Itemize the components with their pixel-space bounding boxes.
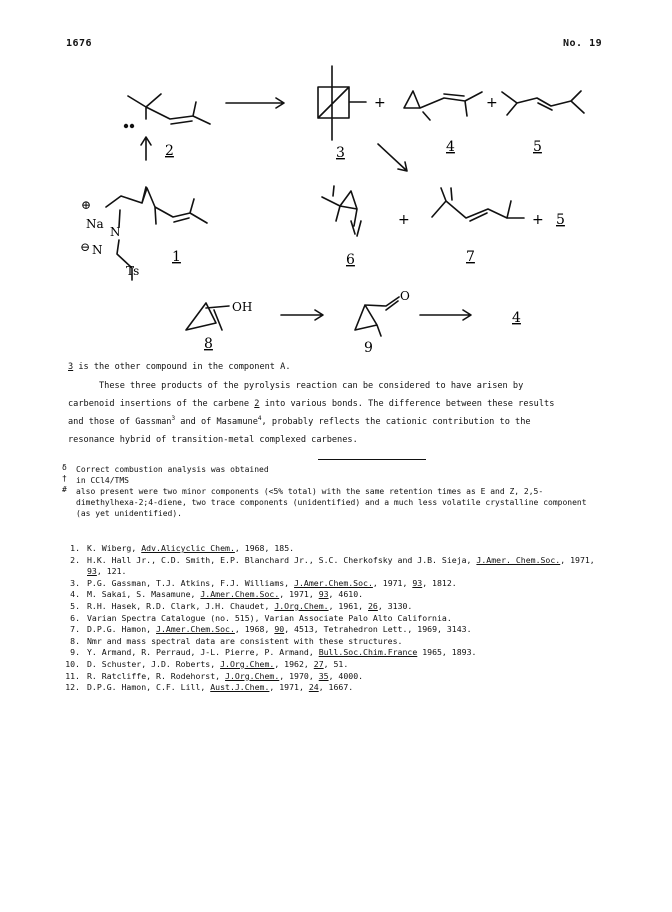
reference-pages: , 3130. [377, 600, 413, 611]
reference-item [58, 543, 598, 555]
reference-authors: P.G. Gassman, T.J. Atkins, F.J. Williams, [87, 577, 295, 588]
reference-number: 3. [70, 577, 80, 588]
journal-title: Aust.J.Chem. [210, 682, 270, 693]
reference-authors: R. Ratcliffe, R. Rodehorst, [87, 670, 226, 681]
reference-authors: Y. Armand, R. Perraud, J-L. Pierre, P. Armand, [87, 647, 319, 658]
reference-item [58, 578, 598, 590]
compound-label-2: 2 [165, 143, 174, 159]
compound-label-5: 5 [556, 212, 565, 228]
reference-number: 1. [70, 543, 80, 553]
reference-authors: Varian Spectra Catalogue (no. 515), Varian Associate Palo Alto California. [87, 612, 452, 623]
reference-year: , 1971, [372, 577, 413, 588]
reference-pages: 185. [274, 543, 295, 553]
structure-carbene-2 [125, 94, 210, 127]
nitrogen-label: N [110, 225, 121, 239]
journal-issue-number: No. 19 [563, 38, 603, 49]
reference-authors: H.K. Hall Jr., C.D. Smith, E.P. Blanchard Jr., S.C. Cherkofsky and J.B. Sieja, [87, 554, 477, 565]
compound-label-1: 1 [172, 249, 181, 265]
reference-number: 8. [70, 635, 80, 646]
sodium-label: Na [86, 217, 104, 231]
reference-item [58, 636, 598, 648]
reference-year: , 1961, [328, 600, 368, 611]
reference-item [58, 589, 598, 601]
footnote-symbol: † [62, 474, 67, 483]
compound-label-4: 4 [446, 139, 455, 155]
oxygen-label: O [400, 289, 410, 303]
compound-ref-3: 3 [68, 362, 74, 372]
journal-title: Bull.Soc.Chim.France [318, 647, 418, 658]
citation-3: 3 [171, 415, 176, 423]
reference-item [58, 671, 598, 683]
footnote-rule [318, 459, 426, 460]
footnote-text: also present were two minor components (<5% total) with the same retention times as E and Z, 2,5-dimethylhexa-2;4-diene, two trace components (unidentified) and a much less volatile crystalline component (as yet unidentified). [76, 487, 587, 518]
citation-4: 4 [257, 415, 262, 423]
plus-sign: + [398, 212, 410, 228]
reference-year: , 1971, [269, 682, 309, 693]
reaction-arrow [281, 310, 323, 320]
structure-compound-4 [404, 91, 482, 120]
paragraph-text: and of Masamune [175, 417, 258, 427]
compound-label-5: 5 [533, 139, 542, 155]
reference-pages: , 1667. [318, 682, 354, 693]
reference-pages: , 121. [96, 566, 127, 577]
reference-authors: K. Wiberg, [87, 543, 142, 553]
footnote-symbol: δ [62, 463, 67, 472]
reference-number: 6. [70, 612, 80, 623]
structure-compound-8 [186, 303, 229, 330]
reference-authors: M. Sakai, S. Masamune, [87, 589, 201, 600]
charge-label: ⊖ [80, 240, 91, 254]
reference-pages: , 51. [323, 658, 349, 669]
reference-number: 5. [70, 600, 80, 611]
compound-label-4: 4 [512, 310, 521, 326]
plus-sign: + [532, 212, 544, 228]
reference-year: , 1968, [234, 624, 275, 635]
plus-sign: + [486, 95, 498, 111]
reference-authors: D.P.G. Hamon, C.F. Lill, [87, 682, 211, 693]
journal-title: J.Amer.Chem.Soc. [200, 589, 280, 600]
reference-item [58, 659, 598, 671]
reference-authors: D. Schuster, J.D. Roberts, [87, 658, 221, 669]
reference-number: 7. [70, 624, 80, 635]
reaction-arrow [420, 310, 471, 320]
reference-item [58, 601, 598, 613]
volume-number: 93 [87, 566, 97, 577]
reference-number: 12. [65, 682, 80, 693]
volume-number: 35 [318, 670, 329, 681]
structure-compound-6 [322, 186, 361, 236]
scheme-note [68, 358, 568, 376]
volume-number: 93 [412, 577, 423, 588]
reaction-arrow [141, 137, 151, 160]
reference-number: 11. [65, 670, 80, 681]
structure-compound-1 [106, 187, 207, 280]
structure-compound-9 [355, 297, 399, 336]
paragraph-text: into various bonds. The difference between these results and those of Gassman [68, 399, 555, 427]
footnotes [62, 464, 592, 519]
footnote [62, 486, 592, 519]
reference-number: 9. [70, 647, 80, 658]
reference-pages: , 4513, Tetrahedron Lett., 1969, 3143. [284, 624, 472, 635]
journal-title: J.Org.Chem. [220, 658, 275, 669]
footnote [62, 475, 592, 486]
compound-label-3: 3 [336, 145, 345, 161]
reference-item [58, 647, 598, 659]
structure-compound-3 [318, 66, 366, 140]
scheme-note-text: is the other compound in the component A. [73, 362, 291, 372]
volume-number: 90 [274, 624, 285, 635]
reaction-arrow [378, 144, 407, 171]
volume-number: 27 [313, 658, 324, 669]
reaction-scheme [0, 0, 672, 352]
tosyl-label: Ts [126, 264, 140, 278]
reference-pages: , 4000. [328, 670, 364, 681]
reference-authors: D.P.G. Hamon, [87, 624, 157, 635]
reference-list [58, 543, 598, 694]
footnote-symbol: # [62, 485, 67, 494]
reference-year: , 1971, [560, 554, 595, 565]
reference-pages: , 1812. [422, 577, 457, 588]
structure-compound-7 [432, 188, 524, 221]
reference-item [58, 682, 598, 694]
journal-title: J.Amer. Chem.Soc. [476, 554, 561, 565]
reference-authors: R.H. Hasek, R.D. Clark, J.H. Chaudet, [87, 600, 275, 611]
footnote-text: in CCl4/TMS [76, 476, 129, 485]
reference-item [58, 624, 598, 636]
page-number: 1676 [66, 38, 93, 49]
reference-year: , 1962, [274, 658, 314, 669]
compound-label-7: 7 [466, 249, 475, 265]
plus-sign: + [374, 95, 386, 111]
journal-title: J.Amer.Chem.Soc. [294, 577, 373, 588]
hydroxyl-label: OH [232, 300, 253, 314]
charge-label: ⊕ [81, 198, 92, 212]
paragraph-text: These three products of the pyrolysis reaction can be considered to have arisen by carbenoid insertions of the carbene [68, 381, 524, 409]
volume-number: 26 [368, 600, 378, 611]
compound-label-6: 6 [346, 252, 355, 268]
reference-item [58, 555, 598, 578]
paragraph-text: , probably reflects the cationic contribution to the resonance hybrid of transition-metal complexed carbenes. [68, 417, 531, 445]
reference-year: , 1968, [234, 543, 275, 553]
reference-number: 10. [65, 658, 80, 669]
reference-number: 2. [70, 554, 80, 565]
compound-label-9: 9 [364, 340, 373, 352]
compound-ref-2: 2 [254, 399, 260, 409]
nitrogen-label: N [92, 243, 103, 257]
volume-number: 93 [318, 589, 329, 600]
reference-year: , 1971, [279, 589, 319, 600]
reference-year: , 1970, [279, 670, 319, 681]
footnote-text: Correct combustion analysis was obtained [76, 465, 269, 474]
reaction-arrow [226, 98, 284, 108]
journal-title: Adv.Alicyclic Chem. [141, 543, 235, 553]
reference-number: 4. [70, 589, 80, 600]
footnote [62, 464, 592, 475]
reference-authors: Nmr and mass spectral data are consistent with these structures. [87, 635, 403, 646]
volume-number: 24 [308, 682, 319, 693]
journal-title: J.Amer.Chem.Soc. [156, 624, 235, 635]
reference-pages: , 4610. [328, 589, 364, 600]
discussion-paragraph [68, 377, 568, 449]
reference-item [58, 613, 598, 625]
compound-label-8: 8 [204, 336, 213, 352]
journal-title: J.Org.Chem. [274, 600, 329, 611]
reference-year: 1965, 1893. [417, 647, 477, 658]
structure-compound-5 [502, 91, 584, 115]
journal-title: J.Org.Chem. [225, 670, 280, 681]
